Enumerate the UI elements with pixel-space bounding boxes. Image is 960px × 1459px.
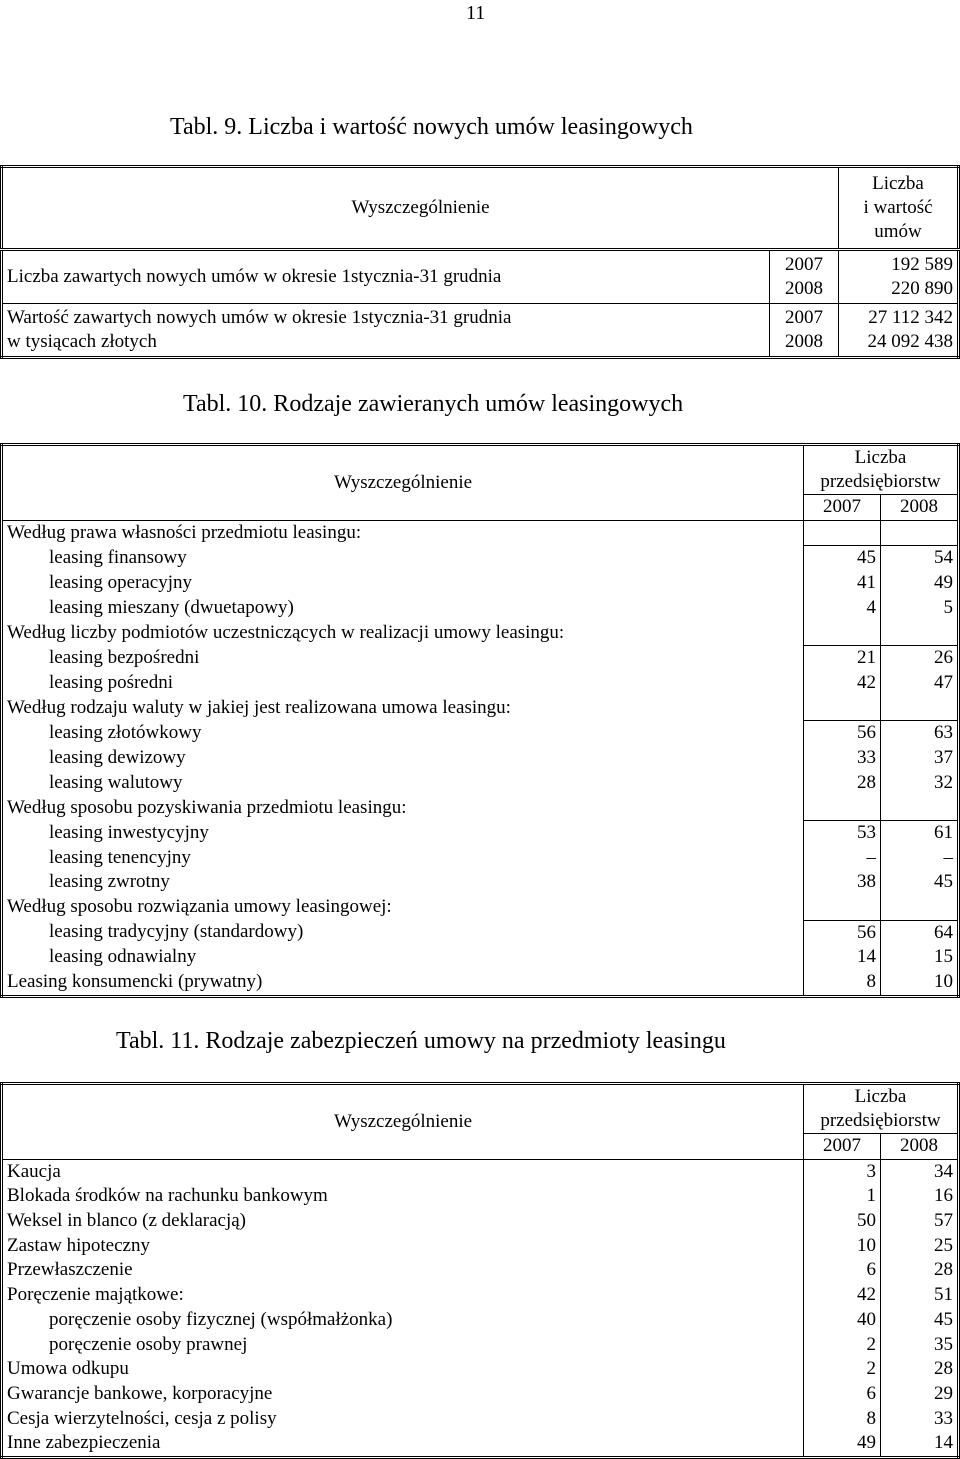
- table10-row-value-2008: [881, 795, 959, 820]
- table10-row-value-2008: 32: [881, 771, 959, 796]
- table10-row-value-2007: 53: [804, 820, 881, 845]
- table11-row-value-2007: 1: [804, 1184, 881, 1209]
- table11-row-value-2008: 29: [881, 1382, 959, 1407]
- table10-header-label: Wyszczególnienie: [2, 445, 804, 521]
- table11-row-value-2008: 14: [881, 1431, 959, 1457]
- table10-row-value-2008: 47: [881, 671, 959, 696]
- table10-row-value-2007: [804, 620, 881, 645]
- table10-row-label: leasing pośredni: [2, 671, 804, 696]
- table10-row-label: leasing zwrotny: [2, 870, 804, 895]
- table10-row-value-2008: 15: [881, 945, 959, 970]
- table10-row: [2, 646, 959, 671]
- table10-row-label: leasing operacyjny: [2, 571, 804, 596]
- table10-row-value-2008: 63: [881, 721, 959, 746]
- table10-row-value-2008: 45: [881, 870, 959, 895]
- table11-row: [2, 1209, 959, 1234]
- table11-row: [2, 1234, 959, 1259]
- table10-row: [2, 820, 959, 845]
- table10-row-value-2008: 54: [881, 546, 959, 571]
- table10-row-value-2008: [881, 696, 959, 721]
- table11-row: [2, 1308, 959, 1333]
- table9: [0, 165, 960, 359]
- table10-row-label: leasing dewizowy: [2, 746, 804, 771]
- table10-row-value-2008: 61: [881, 820, 959, 845]
- table10-row-label: Według sposobu pozyskiwania przedmiotu leasingu:: [2, 795, 804, 820]
- table11-row-label: Przewłaszczenie: [2, 1258, 804, 1283]
- table11-row: [2, 1258, 959, 1283]
- table10-row-value-2008: 49: [881, 571, 959, 596]
- table10-row: [2, 520, 959, 546]
- table11-row-label: Kaucja: [2, 1159, 804, 1184]
- table10-row: [2, 696, 959, 721]
- table11-row-value-2008: 45: [881, 1308, 959, 1333]
- table10-row-value-2007: 38: [804, 870, 881, 895]
- table10-row: [2, 870, 959, 895]
- table11-row: [2, 1184, 959, 1209]
- table10-row-value-2007: [804, 520, 881, 546]
- table11: [0, 1082, 960, 1459]
- table10-row-value-2007: 56: [804, 920, 881, 945]
- table11-row-value-2008: 28: [881, 1357, 959, 1382]
- table10-row: [2, 846, 959, 871]
- table10-row: [2, 571, 959, 596]
- table11-row-value-2008: 34: [881, 1159, 959, 1184]
- table11-row-value-2007: 6: [804, 1382, 881, 1407]
- table11-row: [2, 1283, 959, 1308]
- table11-title: Tabl. 11. Rodzaje zabezpieczeń umowy na przedmioty leasingu: [116, 1028, 726, 1054]
- table10-row-value-2008: 26: [881, 646, 959, 671]
- table9-row-label: Wartość zawartych nowych umów w okresie 1stycznia-31 grudnia w tysiącach złotych: [2, 304, 770, 358]
- table10-row: [2, 546, 959, 571]
- table9-row-years: 2007 2008: [770, 304, 839, 358]
- table11-row-value-2008: 25: [881, 1234, 959, 1259]
- table11-row: [2, 1431, 959, 1457]
- table11-row-value-2007: 2: [804, 1357, 881, 1382]
- table10-row-value-2008: [881, 520, 959, 546]
- table10-row-value-2008: [881, 620, 959, 645]
- table11-row-label: Poręczenie majątkowe:: [2, 1283, 804, 1308]
- table9-row-years: 2007 2008: [770, 250, 839, 304]
- table11-year-2007: 2007: [804, 1134, 881, 1160]
- table10-row-value-2008: –: [881, 846, 959, 871]
- table10-row-value-2007: 28: [804, 771, 881, 796]
- table10-row-label: leasing inwestycyjny: [2, 820, 804, 845]
- table10-row-value-2007: 21: [804, 646, 881, 671]
- table10-row-value-2007: 56: [804, 721, 881, 746]
- table10-row-label: leasing walutowy: [2, 771, 804, 796]
- table11-row-label: Inne zabezpieczenia: [2, 1431, 804, 1457]
- table10-year-2007: 2007: [804, 495, 881, 521]
- table10: [0, 443, 960, 998]
- table9-row-label: Liczba zawartych nowych umów w okresie 1stycznia-31 grudnia: [2, 250, 770, 304]
- table10-row: [2, 771, 959, 796]
- table10-row-value-2008: [881, 895, 959, 920]
- table10-row-value-2008: 10: [881, 970, 959, 996]
- table11-row-value-2007: 8: [804, 1407, 881, 1432]
- table10-row: [2, 945, 959, 970]
- table10-row-label: Według sposobu rozwiązania umowy leasingowej:: [2, 895, 804, 920]
- table9-row: [2, 304, 959, 358]
- table11-row: [2, 1333, 959, 1358]
- table11-header-value: Liczba przedsiębiorstw: [804, 1084, 959, 1134]
- table11-row-label: poręczenie osoby fizycznej (współmałżonka): [2, 1308, 804, 1333]
- table10-row-value-2007: 41: [804, 571, 881, 596]
- table10-row: [2, 596, 959, 621]
- table11-row-label: Umowa odkupu: [2, 1357, 804, 1382]
- table11-row-value-2007: 49: [804, 1431, 881, 1457]
- table10-row-value-2007: –: [804, 846, 881, 871]
- table10-row: [2, 671, 959, 696]
- table9-row-values: 192 589 220 890: [839, 250, 959, 304]
- table11-row-value-2007: 42: [804, 1283, 881, 1308]
- table9-title: Tabl. 9. Liczba i wartość nowych umów leasingowych: [170, 114, 693, 140]
- table11-row-value-2007: 2: [804, 1333, 881, 1358]
- table10-row-value-2007: 4: [804, 596, 881, 621]
- table10-row-value-2007: [804, 795, 881, 820]
- table11-row-value-2008: 33: [881, 1407, 959, 1432]
- table10-row-value-2008: 64: [881, 920, 959, 945]
- table10-row-value-2007: [804, 895, 881, 920]
- table10-row-value-2007: 8: [804, 970, 881, 996]
- table10-row-value-2007: 14: [804, 945, 881, 970]
- table10-row: [2, 895, 959, 920]
- table11-row-label: Cesja wierzytelności, cesja z polisy: [2, 1407, 804, 1432]
- table11-row-value-2008: 35: [881, 1333, 959, 1358]
- table11-row-value-2008: 28: [881, 1258, 959, 1283]
- table9-header-label: Wyszczególnienie: [2, 167, 839, 250]
- table11-row-value-2008: 16: [881, 1184, 959, 1209]
- table11-row-label: poręczenie osoby prawnej: [2, 1333, 804, 1358]
- table11-row: [2, 1382, 959, 1407]
- table10-year-2008: 2008: [881, 495, 959, 521]
- table10-row-label: Według liczby podmiotów uczestniczących w realizacji umowy leasingu:: [2, 620, 804, 645]
- table11-row-value-2007: 10: [804, 1234, 881, 1259]
- table11-row-label: Zastaw hipoteczny: [2, 1234, 804, 1259]
- table11-row-value-2007: 3: [804, 1159, 881, 1184]
- table9-row: [2, 250, 959, 304]
- table11-row-label: Gwarancje bankowe, korporacyjne: [2, 1382, 804, 1407]
- table10-row-value-2007: 45: [804, 546, 881, 571]
- table10-row-value-2008: 37: [881, 746, 959, 771]
- table10-row: [2, 970, 959, 996]
- table11-year-2008: 2008: [881, 1134, 959, 1160]
- table10-row-value-2007: [804, 696, 881, 721]
- table11-row-label: Weksel in blanco (z deklaracją): [2, 1209, 804, 1234]
- table11-row: [2, 1357, 959, 1382]
- table10-row-value-2007: 42: [804, 671, 881, 696]
- table11-row-value-2007: 50: [804, 1209, 881, 1234]
- table11-row-value-2007: 40: [804, 1308, 881, 1333]
- table11-row-value-2007: 6: [804, 1258, 881, 1283]
- table10-row-value-2008: 5: [881, 596, 959, 621]
- table10-row-label: leasing tradycyjny (standardowy): [2, 920, 804, 945]
- table10-row-label: leasing bezpośredni: [2, 646, 804, 671]
- table10-row: [2, 920, 959, 945]
- table10-header-value: Liczba przedsiębiorstw: [804, 445, 959, 495]
- table11-row-label: Blokada środków na rachunku bankowym: [2, 1184, 804, 1209]
- page-number: 11: [466, 2, 486, 24]
- table10-row-label: leasing mieszany (dwuetapowy): [2, 596, 804, 621]
- table11-header-label: Wyszczególnienie: [2, 1084, 804, 1160]
- table10-row-label: Leasing konsumencki (prywatny): [2, 970, 804, 996]
- table10-row: [2, 746, 959, 771]
- table10-row-label: leasing odnawialny: [2, 945, 804, 970]
- table10-row-label: leasing finansowy: [2, 546, 804, 571]
- table9-row-values: 27 112 342 24 092 438: [839, 304, 959, 358]
- table10-row-label: leasing tenencyjny: [2, 846, 804, 871]
- table9-header-value: Liczba i wartość umów: [839, 167, 959, 250]
- table10-row-value-2007: 33: [804, 746, 881, 771]
- table11-row: [2, 1407, 959, 1432]
- table10-row: [2, 721, 959, 746]
- table11-row-value-2008: 51: [881, 1283, 959, 1308]
- table10-row-label: Według rodzaju waluty w jakiej jest realizowana umowa leasingu:: [2, 696, 804, 721]
- table10-row-label: Według prawa własności przedmiotu leasingu:: [2, 520, 804, 546]
- table10-title: Tabl. 10. Rodzaje zawieranych umów leasingowych: [183, 391, 684, 417]
- table11-row-value-2008: 57: [881, 1209, 959, 1234]
- table10-row-label: leasing złotówkowy: [2, 721, 804, 746]
- table11-row: [2, 1159, 959, 1184]
- table10-row: [2, 620, 959, 645]
- table10-row: [2, 795, 959, 820]
